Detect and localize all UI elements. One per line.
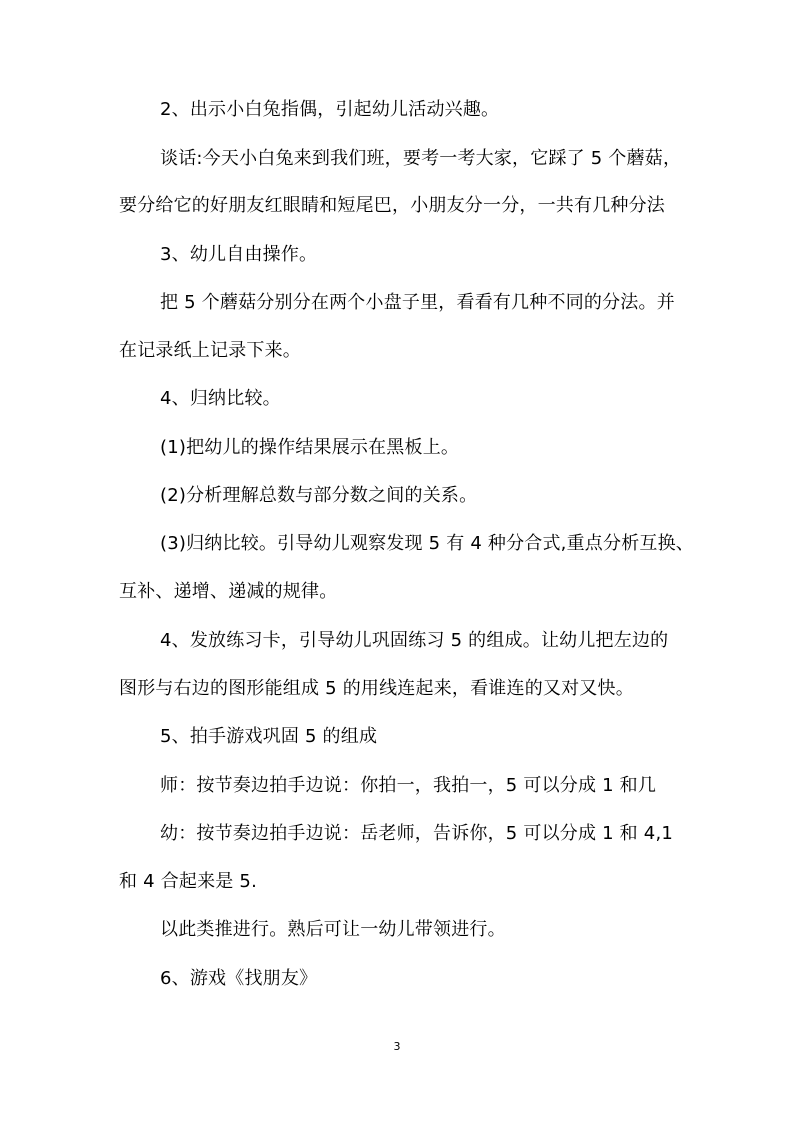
text-line: (1)把幼儿的操作结果展示在黑板上。 bbox=[160, 437, 460, 458]
text-line: 幼：按节奏边拍手边说：岳老师，告诉你，5 可以分成 1 和 4,1 bbox=[160, 823, 674, 844]
page-number: 3 bbox=[393, 1040, 401, 1053]
text-line: 在记录纸上记录下来。 bbox=[119, 340, 301, 361]
text-line: 互补、递增、递减的规律。 bbox=[119, 581, 338, 602]
text-line: 和 4 合起来是 5. bbox=[119, 871, 257, 892]
text-line: 把 5 个蘑菇分别分在两个小盘子里，看看有几种不同的分法。并 bbox=[160, 292, 675, 313]
text-line: 师：按节奏边拍手边说：你拍一，我拍一，5 可以分成 1 和几 bbox=[160, 775, 657, 796]
text-line: 3、幼儿自由操作。 bbox=[160, 244, 318, 265]
text-line: 4、归纳比较。 bbox=[160, 388, 281, 409]
text-line: (3)归纳比较。引导幼儿观察发现 5 有 4 种分合式,重点分析互换、 bbox=[160, 533, 695, 554]
text-line: 要分给它的好朋友红眼睛和短尾巴，小朋友分一分，一共有几种分法 bbox=[119, 195, 665, 216]
text-line: 2、出示小白兔指偶，引起幼儿活动兴趣。 bbox=[160, 99, 500, 120]
text-line: 5、拍手游戏巩固 5 的组成 bbox=[160, 726, 378, 747]
text-line: (2)分析理解总数与部分数之间的关系。 bbox=[160, 485, 478, 506]
text-line: 谈话:今天小白兔来到我们班，要考一考大家，它踩了 5 个蘑菇， bbox=[160, 148, 682, 169]
text-line: 6、游戏《找朋友》 bbox=[160, 968, 318, 989]
text-line: 4、发放练习卡，引导幼儿巩固练习 5 的组成。让幼儿把左边的 bbox=[160, 630, 669, 651]
text-line: 以此类推进行。熟后可让一幼儿带领进行。 bbox=[160, 919, 506, 940]
text-line: 图形与右边的图形能组成 5 的用线连起来，看谁连的又对又快。 bbox=[119, 678, 634, 699]
